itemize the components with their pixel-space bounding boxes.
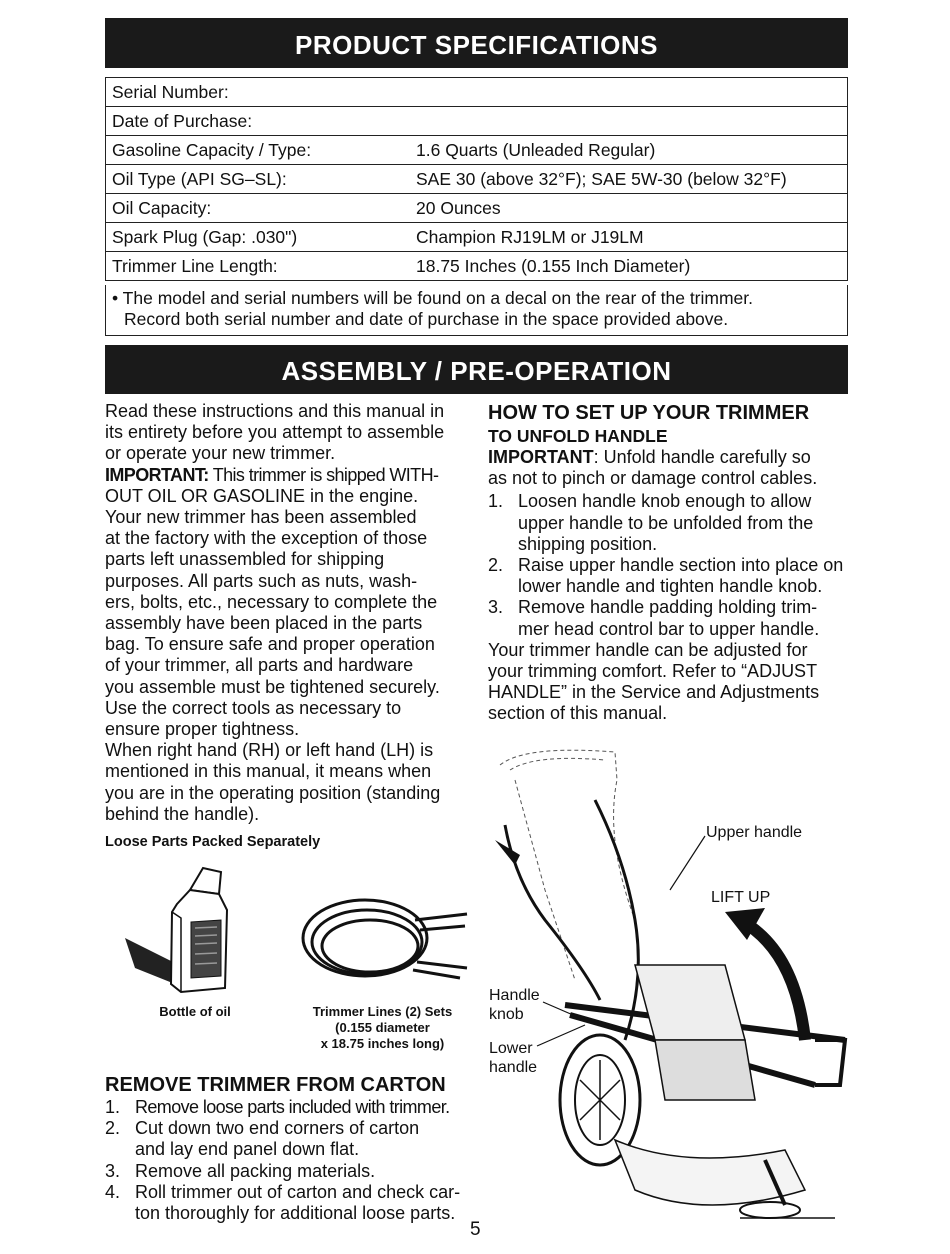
loose-parts-title: Loose Parts Packed Separately bbox=[105, 834, 321, 851]
step-line: lower handle and tighten handle knob. bbox=[518, 576, 823, 597]
spec-label: Gasoline Capacity / Type: bbox=[106, 136, 411, 165]
left-column bbox=[105, 401, 467, 853]
remove-section bbox=[105, 1073, 467, 1224]
step-line: Roll trimmer out of carton and check car- bbox=[135, 1181, 461, 1202]
bottle-caption: Bottle of oil bbox=[159, 1004, 231, 1019]
step-line: upper handle to be unfolded from the bbox=[518, 512, 814, 533]
important-line: ers, bolts, etc., necessary to complete the bbox=[105, 591, 438, 612]
right-column bbox=[488, 401, 853, 725]
step-number: 2. bbox=[488, 555, 504, 576]
step-item bbox=[488, 491, 853, 555]
step-number: 2. bbox=[105, 1118, 121, 1139]
step-item bbox=[488, 555, 853, 597]
important-line: When right hand (RH) or left hand (LH) is bbox=[105, 740, 434, 761]
trimmer-handle-diagram bbox=[485, 740, 855, 1240]
spec-label: Oil Type (API SG–SL): bbox=[106, 165, 411, 194]
serial-number-note bbox=[105, 285, 848, 336]
caption-line: x 18.75 inches long) bbox=[320, 1036, 445, 1051]
spec-row bbox=[106, 165, 848, 194]
important-line: Use the correct tools as necessary to bbox=[105, 697, 402, 718]
important-paragraph bbox=[105, 465, 467, 825]
important-line: you assemble must be tightened securely. bbox=[105, 676, 440, 697]
step-line: Loosen handle knob enough to allow bbox=[518, 491, 812, 512]
step-item bbox=[105, 1182, 467, 1224]
important-line: Your new trimmer has been assembled bbox=[105, 507, 417, 528]
intro-line: or operate your new trimmer. bbox=[105, 443, 336, 464]
spec-label: Date of Purchase: bbox=[106, 107, 411, 136]
spec-value: Champion RJ19LM or J19LM bbox=[410, 223, 848, 252]
step-number: 3. bbox=[488, 597, 504, 618]
spec-value bbox=[410, 107, 848, 136]
important-text: This trimmer is shipped WITH- bbox=[208, 464, 439, 485]
step-number: 3. bbox=[105, 1160, 121, 1181]
step-line: Cut down two end corners of carton bbox=[135, 1118, 420, 1139]
important-line: purposes. All parts such as nuts, wash- bbox=[105, 570, 418, 591]
important-label: IMPORTANT: bbox=[105, 464, 209, 485]
spec-label: Serial Number: bbox=[106, 78, 411, 107]
step-line: Remove handle padding holding trim- bbox=[518, 597, 818, 618]
step-line: mer head control bar to upper handle. bbox=[518, 618, 820, 639]
intro-line: Read these instructions and this manual in bbox=[105, 401, 445, 421]
setup-heading: HOW TO SET UP YOUR TRIMMER bbox=[488, 402, 810, 424]
step-line: and lay end panel down flat. bbox=[135, 1139, 360, 1160]
important-line: OUT OIL OR GASOLINE in the engine. bbox=[105, 485, 419, 506]
label-line: knob bbox=[489, 1006, 524, 1023]
closing-line: section of this manual. bbox=[488, 703, 668, 724]
spec-value: 20 Ounces bbox=[410, 194, 848, 223]
step-item bbox=[488, 597, 853, 639]
remove-heading: REMOVE TRIMMER FROM CARTON bbox=[105, 1074, 446, 1096]
step-item bbox=[105, 1161, 467, 1182]
important-line: ensure proper tightness. bbox=[105, 719, 300, 740]
handle-knob-label bbox=[489, 986, 540, 1024]
label-line: Handle bbox=[489, 987, 540, 1004]
spec-row bbox=[106, 252, 848, 281]
spec-row bbox=[106, 223, 848, 252]
important-line: you are in the operating position (standing bbox=[105, 782, 441, 803]
remove-steps-list bbox=[105, 1097, 467, 1224]
important-line: parts left unassembled for shipping bbox=[105, 549, 385, 570]
setup-important-text: : Unfold handle carefully so bbox=[593, 447, 811, 467]
important-line: bag. To ensure safe and proper operation bbox=[105, 634, 435, 655]
setup-subheading: TO UNFOLD HANDLE bbox=[488, 426, 668, 446]
closing-line: Your trimmer handle can be adjusted for bbox=[488, 639, 808, 660]
spec-value: 1.6 Quarts (Unleaded Regular) bbox=[410, 136, 848, 165]
product-specifications-banner: PRODUCT SPECIFICATIONS bbox=[105, 18, 848, 68]
step-line: Remove loose parts included with trimmer. bbox=[135, 1097, 450, 1117]
important-line: of your trimmer, all parts and hardware bbox=[105, 655, 414, 676]
spec-row bbox=[106, 78, 848, 107]
page-number: 5 bbox=[470, 1219, 481, 1240]
lower-handle-label bbox=[489, 1039, 537, 1077]
spec-row bbox=[106, 107, 848, 136]
setup-important-label: IMPORTANT bbox=[488, 447, 594, 467]
closing-line: your trimming comfort. Refer to “ADJUST bbox=[488, 661, 818, 682]
note-line-2: Record both serial number and date of purchase in the space provided above. bbox=[124, 309, 729, 329]
setup-steps-list bbox=[488, 491, 853, 639]
label-line: Lower bbox=[489, 1040, 533, 1057]
trimmer-lines-illustration bbox=[295, 890, 470, 1000]
spec-label: Spark Plug (Gap: .030") bbox=[106, 223, 411, 252]
intro-paragraph bbox=[105, 401, 467, 465]
step-number: 4. bbox=[105, 1181, 121, 1202]
important-line: behind the handle). bbox=[105, 803, 260, 824]
note-line-1: • The model and serial numbers will be found on a decal on the rear of the trimmer. bbox=[112, 288, 754, 308]
important-line: mentioned in this manual, it means when bbox=[105, 761, 432, 782]
spec-label: Trimmer Line Length: bbox=[106, 252, 411, 281]
assembly-banner: ASSEMBLY / PRE-OPERATION bbox=[105, 345, 848, 394]
step-item bbox=[105, 1118, 467, 1160]
step-line: ton thoroughly for additional loose parts. bbox=[135, 1203, 456, 1224]
specifications-table bbox=[105, 77, 848, 281]
trimmer-lines-caption bbox=[290, 1004, 475, 1052]
important-line: at the factory with the exception of those bbox=[105, 528, 428, 549]
setup-important-line: as not to pinch or damage control cables. bbox=[488, 468, 818, 489]
intro-line: its entirety before you attempt to assemble bbox=[105, 422, 445, 443]
closing-line: HANDLE” in the Service and Adjustments bbox=[488, 682, 820, 703]
caption-line: Trimmer Lines (2) Sets bbox=[312, 1004, 453, 1019]
step-line: Remove all packing materials. bbox=[135, 1160, 376, 1181]
label-line: handle bbox=[489, 1059, 538, 1076]
caption-line: (0.155 diameter bbox=[335, 1020, 430, 1035]
step-line: Raise upper handle section into place on bbox=[518, 555, 844, 576]
step-line: shipping position. bbox=[518, 533, 658, 554]
spec-row bbox=[106, 194, 848, 223]
upper-handle-label: Upper handle bbox=[706, 824, 803, 841]
step-number: 1. bbox=[105, 1097, 121, 1117]
oil-bottle-illustration bbox=[115, 858, 265, 1008]
spec-row bbox=[106, 136, 848, 165]
lift-up-label: LIFT UP bbox=[711, 889, 771, 906]
spec-value bbox=[410, 78, 848, 107]
spec-label: Oil Capacity: bbox=[106, 194, 411, 223]
step-number: 1. bbox=[488, 491, 504, 512]
spec-value: 18.75 Inches (0.155 Inch Diameter) bbox=[410, 252, 848, 281]
step-item bbox=[105, 1097, 467, 1118]
important-line: assembly have been placed in the parts bbox=[105, 613, 423, 634]
spec-value: SAE 30 (above 32°F); SAE 5W-30 (below 32°F) bbox=[410, 165, 848, 194]
